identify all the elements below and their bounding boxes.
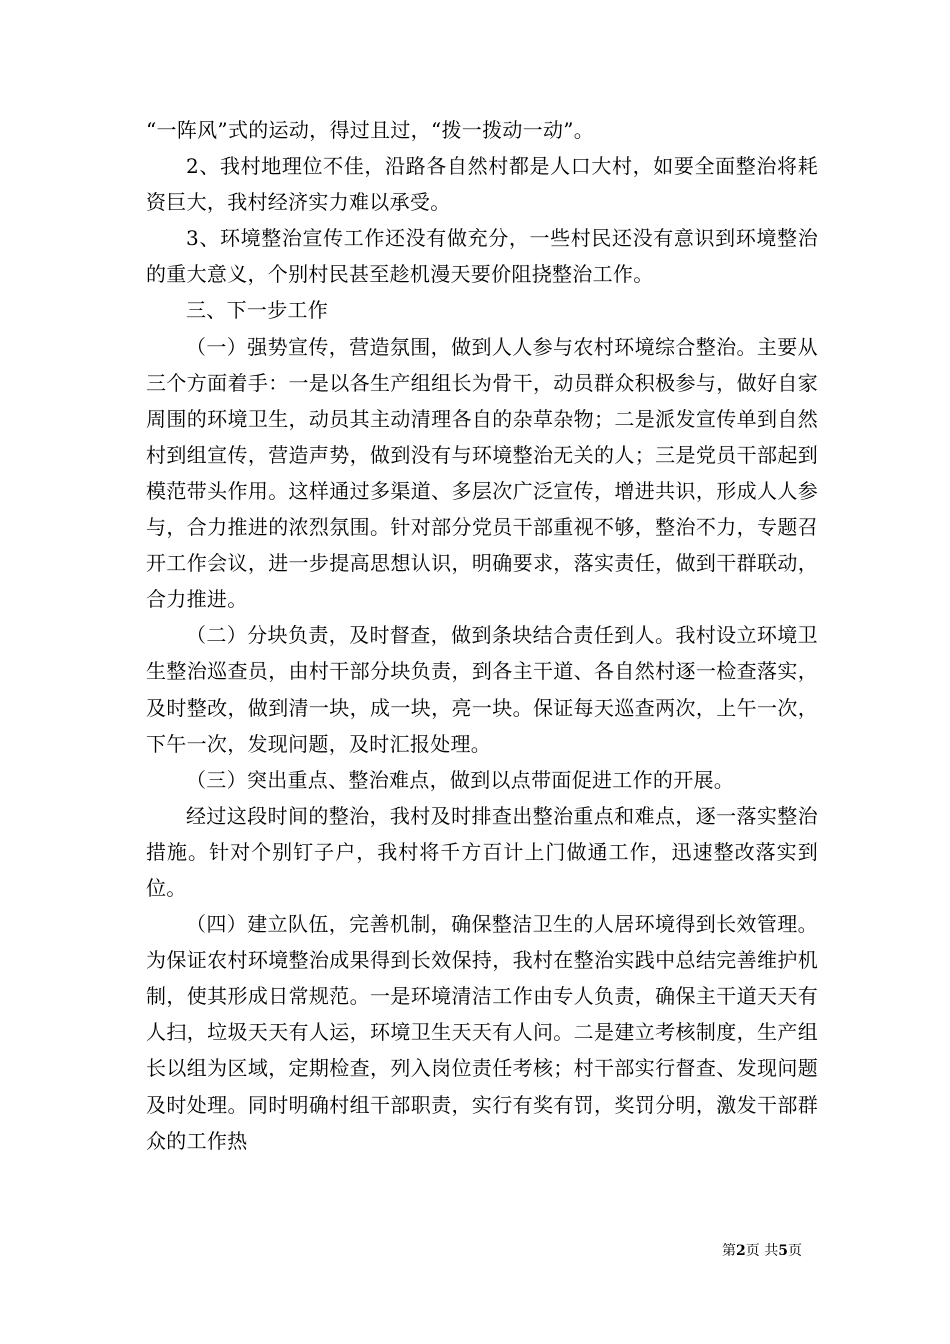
paragraph-continuation: “一阵风”式的运动，得过且过，“拨一拨动一动”。: [146, 118, 595, 142]
paragraph-subsection-1: （一）强势宣传，营造氛围，做到人人参与农村环境综合整治。主要从三个方面着手：一是以各生产组组长为骨干，动员群众积极参与，做好自家周围的环境卫生，动员其主动清理各自的杂草杂物；二是派发宣传单到自然村到组宣传，营造声势，做到没有与环境整治无关的人；三是党员干部起到模范带头作用。这样通过多渠道、多层次广泛宣传，增进共识，形成人人参与，合力推进的浓烈氛围。针对部分党员干部重视不够，整治不力，专题召开工作会议，进一步提高思想认识，明确要求，落实责任，做到干群联动，合力推进。: [146, 334, 818, 612]
paragraph-subsection-4: （四）建立队伍，完善机制，确保整洁卫生的人居环境得到长效管理。为保证农村环境整治成果得到长效保持，我村在整治实践中总结完善维护机制，使其形成日常规范。一是环境清洁工作由专人负责，确保主干道天天有人扫，垃圾天天有人运，环境卫生天天有人问。二是建立考核制度，生产组长以组为区域，定期检查，列入岗位责任考核；村干部实行督查、发现问题及时处理。同时明确村组干部职责，实行有奖有罚，奖罚分明，激发干部群众的工作热: [146, 912, 818, 1153]
paragraph-item-2: 2、我村地理位不佳，沿路各自然村都是人口大村，如要全面整治将耗资巨大，我村经济实力难以承受。: [146, 154, 818, 215]
document-body: [146, 112, 818, 1159]
page-number-footer: [722, 1242, 802, 1260]
paragraph-subsection-3-detail: 经过这段时间的整治，我村及时排查出整治重点和难点，逐一落实整治措施。针对个别钉子户，我村将千方百计上门做通工作，迅速整改落实到位。: [146, 803, 818, 900]
footer-prefix: 第: [722, 1243, 737, 1259]
footer-current-page: 2: [736, 1243, 746, 1259]
paragraph-subsection-3: （三）突出重点、整治难点，做到以点带面促进工作的开展。: [186, 767, 735, 792]
footer-suffix: 页: [788, 1243, 802, 1259]
paragraph-item-3: 3、环境整治宣传工作还没有做充分，一些村民还没有意识到环境整治的重大意义，个别村民甚至趁机漫天要价阻挠整治工作。: [146, 226, 818, 287]
footer-total-pages: 5: [778, 1243, 788, 1259]
footer-middle: 页 共: [745, 1243, 779, 1259]
paragraph-subsection-2: （二）分块负责，及时督查，做到条块结合责任到人。我村设立环境卫生整治巡查员，由村干部分块负责，到各主干道、各自然村逐一检查落实，及时整改，做到清一块，成一块，亮一块。保证每天巡查两次，上午一次，下午一次，发现问题，及时汇报处理。: [146, 623, 818, 756]
section-heading-next-steps: 三、下一步工作: [186, 298, 329, 323]
